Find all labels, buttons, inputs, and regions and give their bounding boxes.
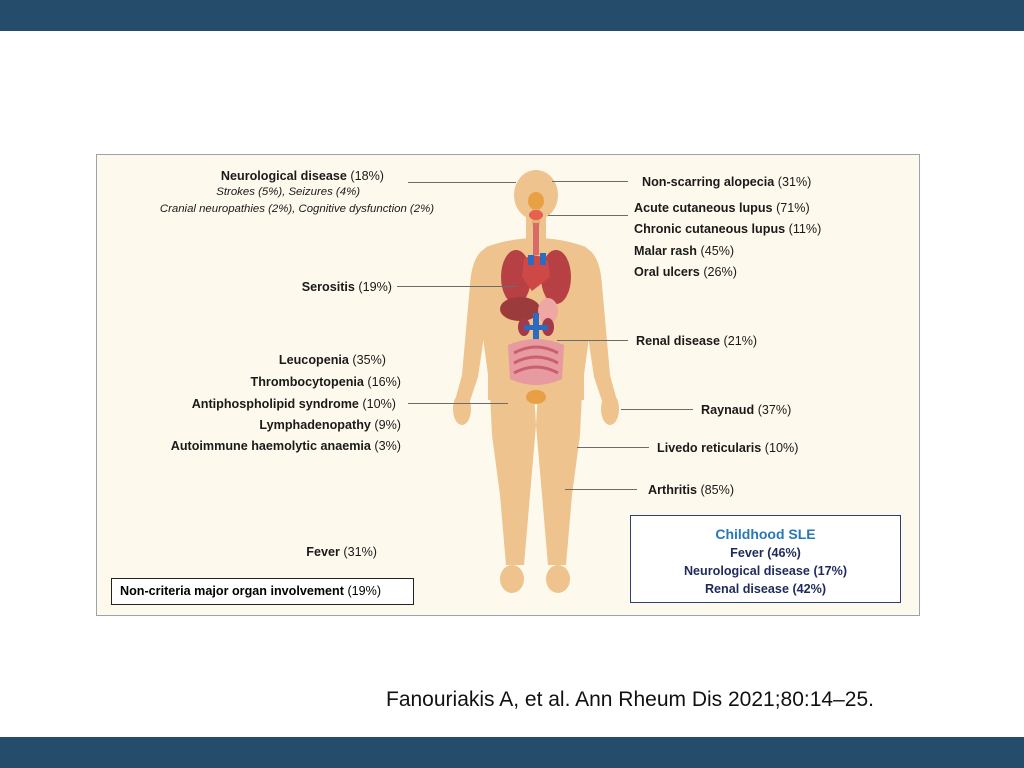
label-fever [260, 544, 377, 560]
leader-line-raynaud [621, 409, 693, 410]
leader-line-acute [548, 215, 628, 216]
label-acute-cutaneous-lupus [634, 200, 810, 216]
label-livedo-reticularis [657, 440, 798, 456]
label-neurological-disease [180, 168, 384, 184]
label-percent: (37%) [757, 403, 792, 417]
label-percent: (35%) [352, 353, 386, 367]
leader-line-livedo [577, 447, 649, 448]
top-banner-bar [0, 0, 1024, 31]
label-percent: (45%) [700, 244, 735, 258]
label-percent: (85%) [700, 483, 735, 497]
leader-line-renal [557, 340, 628, 341]
label-percent: (9%) [374, 418, 401, 432]
label-name: Serositis [301, 280, 355, 294]
label-name: Livedo reticularis [657, 441, 762, 455]
label-name: Chronic cutaneous lupus [634, 222, 786, 236]
label-serositis [260, 279, 392, 295]
label-name: Thrombocytopenia [250, 375, 364, 389]
label-percent: (18%) [350, 169, 384, 183]
label-name: Renal disease [636, 334, 721, 348]
label-name: Lymphadenopathy [259, 418, 371, 432]
label-neuro-sub-2: Cranial neuropathies (2%), Cognitive dysfunction (2%) [159, 203, 434, 215]
label-name: Malar rash [634, 244, 697, 258]
label-leucopenia [200, 352, 386, 368]
label-name: Raynaud [701, 403, 755, 417]
childhood-sle-fever: Fever (46%) [730, 546, 801, 560]
label-percent: (10%) [362, 397, 396, 411]
childhood-sle-renal: Renal disease (42%) [704, 582, 827, 596]
childhood-sle-box [630, 515, 901, 603]
label-lymphadenopathy [200, 417, 401, 433]
non-criteria-name: Non-criteria major organ involvement [120, 584, 344, 598]
leader-line-alopecia [552, 181, 628, 182]
label-percent: (10%) [764, 441, 799, 455]
label-name: Leucopenia [278, 353, 349, 367]
label-name: Fever [306, 545, 340, 559]
human-body-illustration [440, 165, 640, 605]
label-percent: (19%) [358, 280, 392, 294]
non-criteria-box [111, 578, 414, 605]
label-malar-rash [634, 243, 734, 259]
label-arthritis [648, 482, 734, 498]
label-chronic-cutaneous-lupus [634, 221, 821, 237]
label-name: Acute cutaneous lupus [634, 201, 773, 215]
label-oral-ulcers [634, 264, 737, 280]
label-raynaud [701, 402, 791, 418]
leader-line-serositis [397, 286, 517, 287]
label-neuro-sub-1: Strokes (5%), Seizures (4%) [216, 186, 360, 198]
label-percent: (11%) [788, 222, 822, 236]
leader-line-aps [408, 403, 508, 404]
childhood-sle-title: Childhood SLE [715, 526, 816, 542]
label-percent: (31%) [343, 545, 377, 559]
label-percent: (31%) [777, 175, 812, 189]
leader-line-arthritis [565, 489, 637, 490]
label-percent: (3%) [374, 439, 401, 453]
label-name: Antiphospholipid syndrome [191, 397, 359, 411]
citation-text: Fanouriakis A, et al. Ann Rheum Dis 2021;80:14–25. [386, 688, 874, 711]
childhood-sle-neurological: Neurological disease (17%) [683, 564, 848, 578]
leader-line-neuro [408, 182, 516, 183]
label-non-scarring-alopecia [642, 174, 811, 190]
label-name: Non-scarring alopecia [642, 175, 775, 189]
label-thrombocytopenia [180, 374, 401, 390]
label-name: Neurological disease [220, 169, 347, 183]
label-renal-disease [636, 333, 757, 349]
label-name: Autoimmune haemolytic anaemia [170, 439, 371, 453]
label-percent: (16%) [367, 375, 401, 389]
label-percent: (71%) [776, 201, 810, 215]
label-autoimmune-haemolytic-anaemia [130, 438, 401, 454]
label-antiphospholipid-syndrome [150, 396, 396, 412]
label-name: Oral ulcers [634, 265, 700, 279]
bottom-banner-bar [0, 737, 1024, 768]
label-percent: (21%) [723, 334, 758, 348]
non-criteria-percent: (19%) [347, 584, 382, 598]
label-name: Arthritis [648, 483, 697, 497]
label-percent: (26%) [703, 265, 737, 279]
